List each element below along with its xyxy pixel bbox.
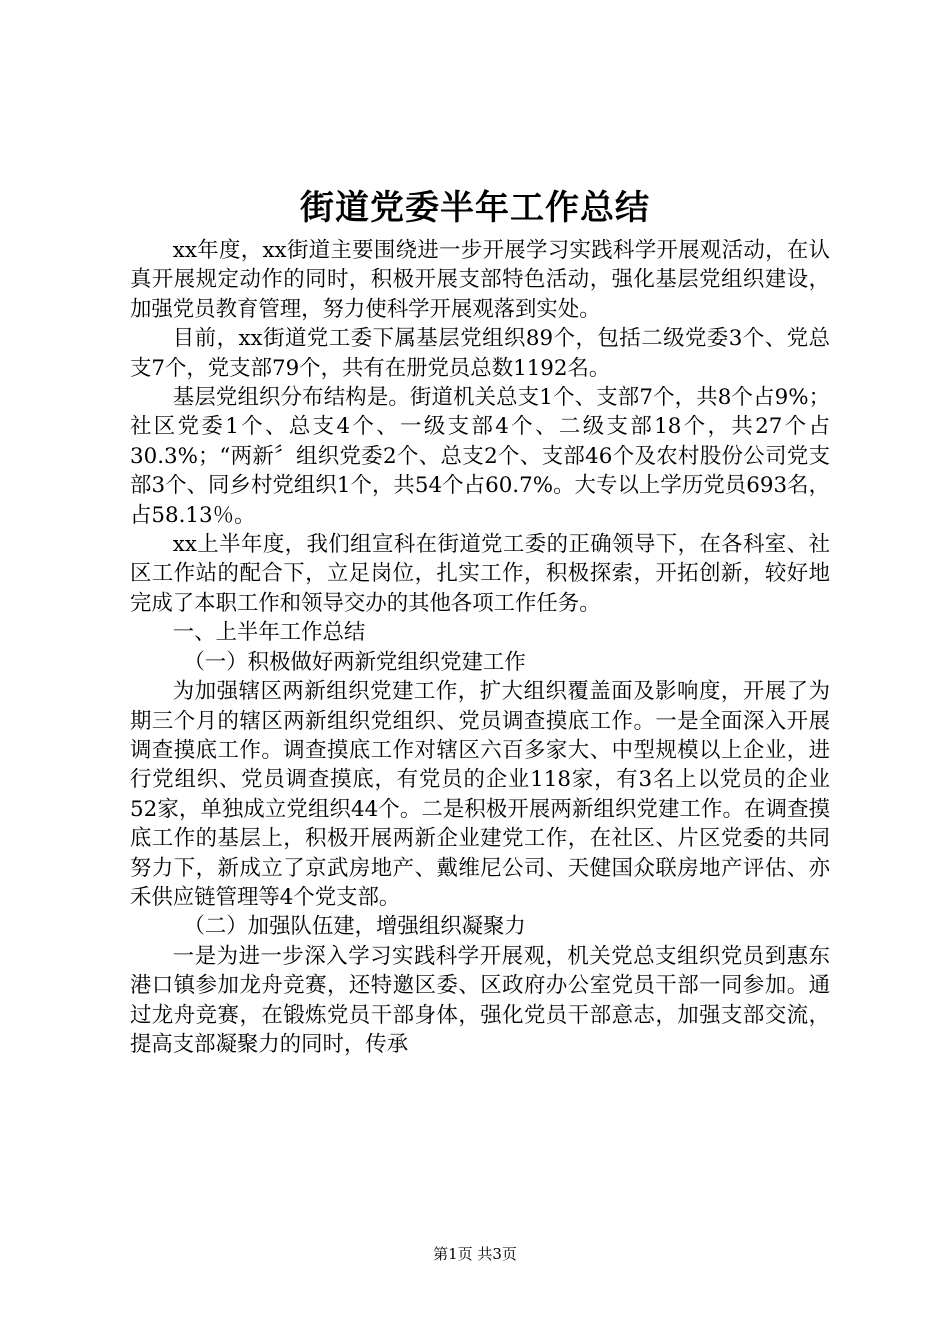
subsection-text-1: 为加强辖区两新组织党建工作，扩大组织覆盖面及影响度，开展了为期三个月的辖区两新组织党组织、党员调查摸底工作。一是全面深入开展调查摸底工作。调查摸底工作对辖区六百多家大、中型规模以上企业，进行党组织、党员调查摸底，有党员的企业118家，有3名上以党员的企业52家，单独成立党组织44个。二是积极开展两新组织党建工作。在调查摸底工作的基层上，积极开展两新企业建党工作，在社区、片区党委的共同努力下，新成立了京武房地产、戴维尼公司、天健国众联房地产评估、亦禾供应链管理等4个党支部。 xyxy=(130,679,830,910)
section-heading: 一、上半年工作总结 xyxy=(172,620,366,646)
paragraph-organization-count: 目前，xx街道党工委下属基层党组织89个，包括二级党委3个、党总支7个，党支部79个，共有在册党员总数1192名。 xyxy=(130,326,830,381)
subsection-text-2: 一是为进一步深入学习实践科学开展观，机关党总支组织党员到惠东港口镇参加龙舟竞赛，还特邀区委、区政府办公室党员干部一同参加。通过龙舟竞赛，在锻炼党员干部身体，强化党员干部意志，加强支部交流，提高支部凝聚力的同时，传承 xyxy=(130,943,830,1057)
document-body xyxy=(130,236,830,1059)
subsection-heading-1: （一）积极做好两新党组织党建工作 xyxy=(183,649,526,675)
paragraph-structure: 基层党组织分布结构是。街道机关总支1个、支部7个，共8个占9%；社区党委1个、总支4个、一级支部4个、二级支部18个，共27个占30.3%；“两新〞组织党委2个、总支2个、支部46个及农村股份公司党支部3个、同乡村党组织1个，共54个占60.7%。大专以上学历党员693名，占58.13％。 xyxy=(130,385,830,528)
subsection-heading-2: （二）加强队伍建，增强组织凝聚力 xyxy=(183,914,526,940)
page-footer: 第1页 共3页 xyxy=(433,1245,517,1263)
paragraph-summary: xx上半年度，我们组宣科在街道党工委的正确领导下，在各科室、社区工作站的配合下，立足岗位，扎实工作，积极探索，开拓创新，较好地完成了本职工作和领导交办的其他各项工作任务。 xyxy=(130,532,830,616)
paragraph-intro: xx年度，xx街道主要围绕进一步开展学习实践科学开展观活动，在认真开展规定动作的同时，积极开展支部特色活动，强化基层党组织建设，加强党员教育管理，努力使科学开展观落到实处。 xyxy=(130,238,830,322)
document-title: 街道党委半年工作总结 xyxy=(300,188,650,228)
